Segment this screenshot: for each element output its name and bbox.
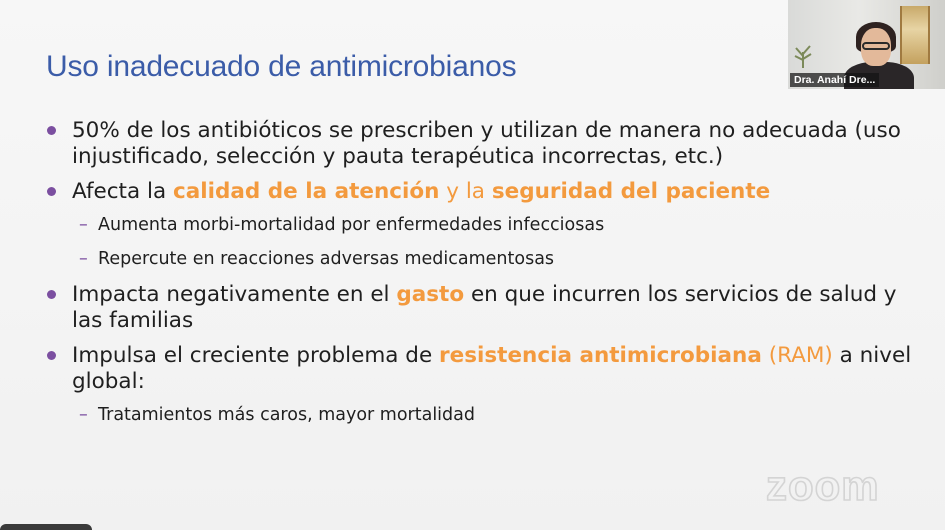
wall-scroll-decoration: [900, 6, 930, 64]
bullet-dot-icon: [47, 187, 56, 196]
highlight-calidad: calidad de la atención: [172, 179, 440, 204]
dash-marker: –: [79, 405, 88, 425]
bottom-toolbar-edge[interactable]: [0, 524, 92, 530]
participant-video-tile[interactable]: [788, 0, 945, 89]
highlight-ram: (RAM): [761, 343, 833, 368]
bullet-text-post: en que incurren los servicios de salud y las familias: [72, 282, 897, 333]
dash-marker: –: [79, 215, 88, 235]
plant-icon: [792, 42, 814, 68]
bullet-1: [46, 118, 926, 170]
highlight-resistencia: resistencia antimicrobiana: [439, 343, 762, 368]
bullet-2: [46, 179, 926, 205]
bullet-text-mid: y la: [439, 179, 492, 204]
sub-bullet-text: Aumenta morbi-mortalidad por enfermedades infecciosas: [98, 215, 605, 235]
sub-bullet-4-1: [46, 404, 926, 426]
slide-title: Uso inadecuado de antimicrobianos: [46, 50, 517, 83]
bullet-text-pre: Impulsa el creciente problema de: [72, 343, 440, 368]
sub-bullet-text: Repercute en reacciones adversas medicamentosas: [98, 249, 555, 269]
dash-marker: –: [79, 249, 88, 269]
bullet-text: 50% de los antibióticos se prescriben y utilizan de manera no adecuada (uso injustificado, selección y pauta terapéutica incorrectas, etc.): [72, 118, 901, 169]
bullet-dot-icon: [47, 126, 56, 135]
bullet-text-post: a nivel global:: [72, 343, 912, 394]
bullet-dot-icon: [47, 290, 56, 299]
zoom-watermark-logo: zoom: [766, 462, 880, 509]
sub-bullet-2-1: [46, 214, 926, 236]
bullet-4: [46, 343, 926, 395]
participant-name-label: Dra. Anahí Dre...: [790, 73, 879, 87]
slide-content: [46, 118, 926, 438]
glasses-icon: [862, 42, 890, 50]
sub-bullet-text: Tratamientos más caros, mayor mortalidad: [98, 405, 475, 425]
bullet-3: [46, 282, 926, 334]
bullet-text-pre: Impacta negativamente en el: [72, 282, 397, 307]
bullet-text-pre: Afecta la: [72, 179, 173, 204]
highlight-seguridad: seguridad del paciente: [491, 179, 771, 204]
bullet-dot-icon: [47, 351, 56, 360]
sub-bullet-2-2: [46, 248, 926, 270]
highlight-gasto: gasto: [396, 282, 465, 307]
